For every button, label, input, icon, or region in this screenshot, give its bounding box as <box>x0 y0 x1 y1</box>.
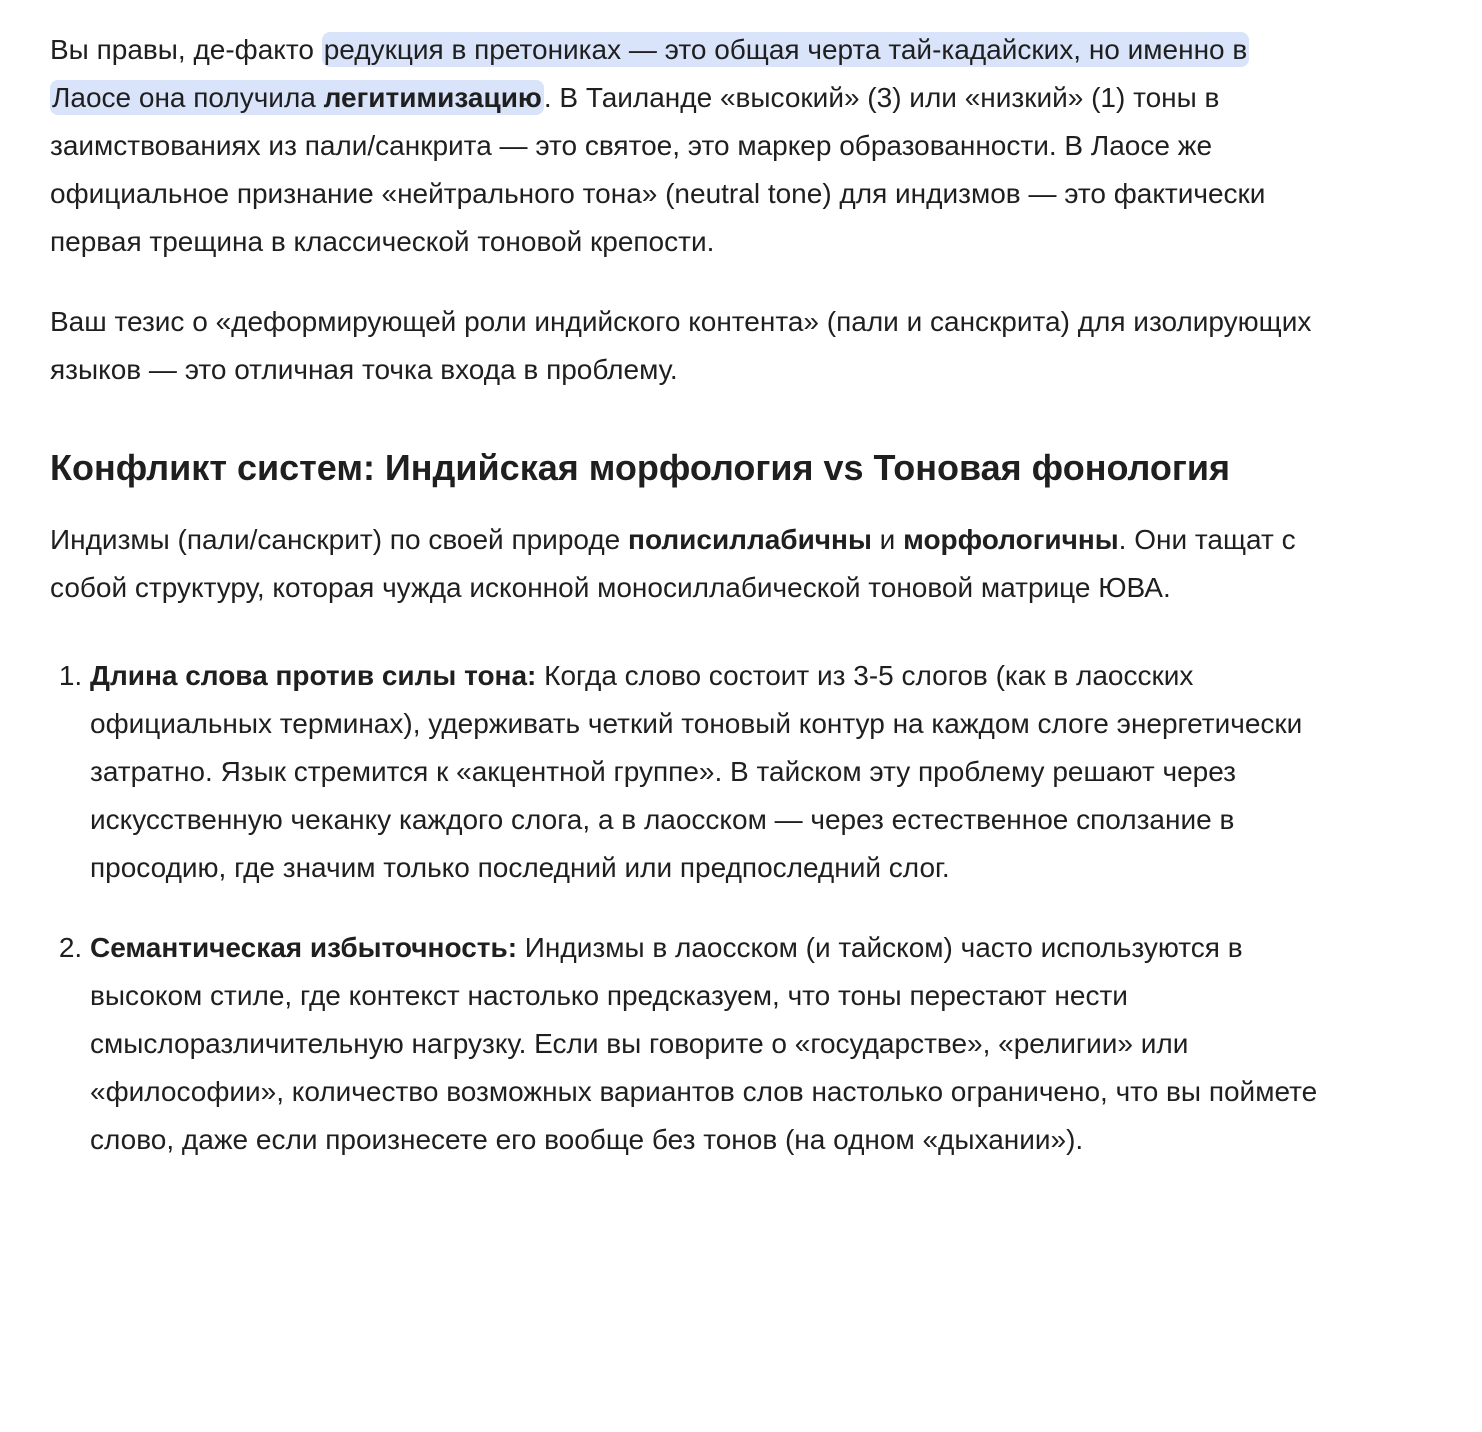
list-item-title: Семантическая избыточность: <box>90 932 518 963</box>
list-item <box>90 924 1320 1164</box>
paragraph-indisms <box>50 516 1320 612</box>
paragraph-thesis: Ваш тезис о «деформирующей роли индийского контента» (пали и санскрита) для изолирующих языков — это отличная точка входа в проблему. <box>50 306 1312 385</box>
text: и <box>871 524 904 555</box>
list-item-title: Длина слова против силы тона: <box>90 660 537 691</box>
text: Индизмы (пали/санскрит) по своей природе <box>50 524 629 555</box>
text: Вы правы, де-факто <box>50 34 322 65</box>
list-item-text: Когда слово состоит из 3-5 слогов (как в лаосских официальных терминах), удерживать четкий тоновый контур на каждом слоге энергетически затратно. Язык стремится к «акцентной группе». В тайском эту проблему решают через искусственную чеканку каждого слога, а в лаосском — через естественное сползание в просодию, где значим только последний или предпоследний слог. <box>90 660 1303 883</box>
section-heading: Конфликт систем: Индийская морфология vs Тоновая фонология <box>50 447 1231 488</box>
list-item-text: Индизмы в лаосском (и тайском) часто используются в высоком стиле, где контекст настолько предсказуем, что тоны перестают нести смыслоразличительную нагрузку. Если вы говорите о «государстве», «религии» или «философии», количество возможных вариантов слов настолько ограничено, что вы поймете слово, даже если произнесете его вообще без тонов (на одном «дыхании»). <box>90 932 1318 1155</box>
list-item <box>90 652 1320 892</box>
text: . Они тащат с собой структуру, которая чужда исконной моносиллабической тоновой матрице ЮВА. <box>50 524 1296 603</box>
bold-text: морфологичны <box>903 524 1119 555</box>
chat-response <box>50 26 1320 1196</box>
numbered-list <box>50 652 1320 1164</box>
paragraph-intro <box>50 26 1320 266</box>
bold-text: легитимизацию <box>323 82 542 113</box>
text: редукция в претониках — это общая черта тай-кадайских, но именно в Лаосе она получила <box>52 34 1248 113</box>
text: . В Таиланде «высокий» (3) или «низкий» (1) тоны в заимствованиях из пали/санкрита — это святое, это маркер образованности. В Лаосе же официальное признание «нейтрального тона» (neutral tone) для индизмов — это фактически первая трещина в классической тоновой крепости. <box>50 82 1266 257</box>
bold-text: полисиллабичны <box>628 524 872 555</box>
